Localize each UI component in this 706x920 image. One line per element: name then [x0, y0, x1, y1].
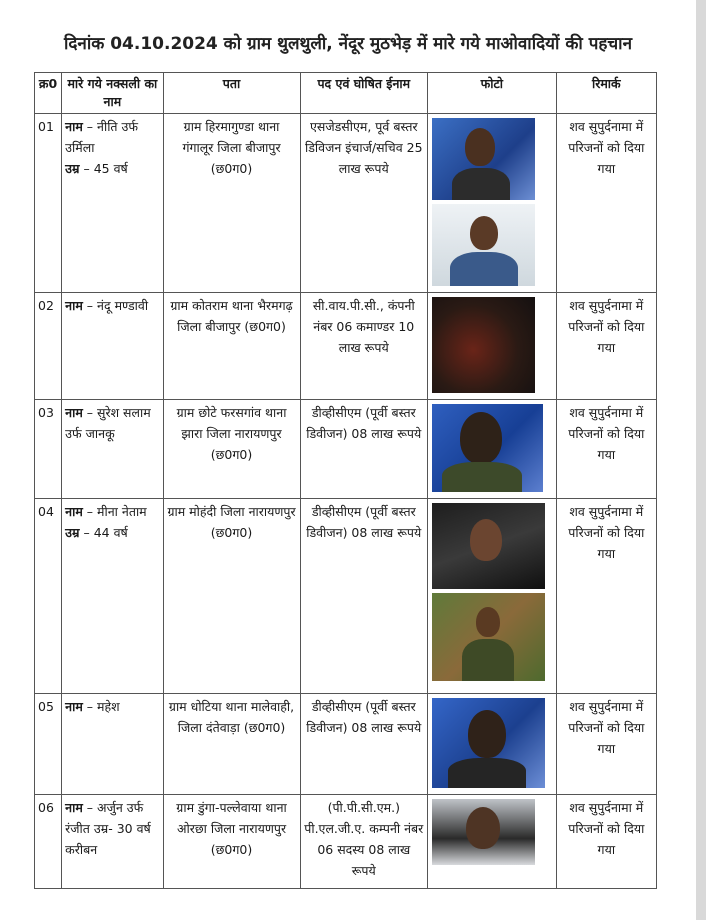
name-label: नाम [65, 699, 83, 714]
name-label: नाम [65, 119, 83, 134]
name-value: – अर्जुन उर्फ रंजीत उम्र- 30 वर्ष करीबन [65, 800, 151, 857]
page-title: दिनांक 04.10.2024 को ग्राम थुलथुली, नेंदूर मुठभेड़ में मारे गये माओवादियों की पहचान [63, 34, 633, 54]
name-value: – महेश [82, 699, 120, 714]
table-row [35, 400, 657, 499]
name-label: नाम [65, 298, 83, 313]
address-cell: ग्राम डुंगा-पल्लेवाया थाना ओरछा जिला नारायणपुर (छ0ग0) [163, 795, 300, 889]
row-number: 01 [35, 114, 62, 293]
rank-reward-cell: (पी.पी.सी.एम.) पी.एल.जी.ए. कम्पनी नंबर 06 सदस्य 08 लाख रूपये [300, 795, 428, 889]
row-number: 06 [35, 795, 62, 889]
age-label: उम्र [65, 161, 80, 176]
name-value: – मीना नेताम [82, 504, 147, 519]
name-label: नाम [65, 504, 83, 519]
photo-image [432, 297, 535, 393]
name-label: नाम [65, 405, 83, 420]
table-row [35, 694, 657, 795]
address-cell: ग्राम कोतराम थाना भैरमगढ़ जिला बीजापुर (छ0ग0) [163, 293, 300, 400]
remark-cell: शव सुपुर्दनामा में परिजनों को दिया गया [556, 114, 656, 293]
address-cell: ग्राम छोटे फरसगांव थाना झारा जिला नारायणपुर (छ0ग0) [163, 400, 300, 499]
identification-table [34, 72, 657, 889]
name-value: – नीति उर्फ उर्मिला [65, 119, 139, 155]
rank-reward-cell: एसजेडसीएम, पूर्व बस्तर डिविजन इंचार्ज/सचिव 25 लाख रूपये [300, 114, 428, 293]
name-cell [62, 694, 163, 795]
name-cell [62, 114, 163, 293]
remark-cell: शव सुपुर्दनामा में परिजनों को दिया गया [556, 795, 656, 889]
rank-reward-cell: डीव्हीसीएम (पूर्वी बस्तर डिवीजन) 08 लाख रूपये [300, 694, 428, 795]
rank-reward-cell: सी.वाय.पी.सी., कंपनी नंबर 06 कमाण्डर 10 लाख रूपये [300, 293, 428, 400]
remark-cell: शव सुपुर्दनामा में परिजनों को दिया गया [556, 400, 656, 499]
header-rank: पद एवं घोषित ईनाम [300, 73, 428, 114]
name-cell [62, 795, 163, 889]
name-value: – सुरेश सलाम उर्फ जानकू [65, 405, 151, 441]
photo-cell [428, 114, 557, 293]
name-label: नाम [65, 800, 83, 815]
table-row [35, 114, 657, 293]
age-value: – 45 वर्ष [79, 161, 128, 176]
photo-cell [428, 400, 557, 499]
table-row [35, 795, 657, 889]
remark-cell: शव सुपुर्दनामा में परिजनों को दिया गया [556, 293, 656, 400]
header-photo: फोटो [428, 73, 557, 114]
rank-reward-cell: डीव्हीसीएम (पूर्वी बस्तर डिवीजन) 08 लाख रूपये [300, 400, 428, 499]
name-cell [62, 293, 163, 400]
name-cell [62, 400, 163, 499]
header-row [35, 73, 657, 114]
photo-image [432, 593, 545, 681]
remark-cell: शव सुपुर्दनामा में परिजनों को दिया गया [556, 499, 656, 694]
name-cell [62, 499, 163, 694]
photo-image [432, 118, 535, 200]
photo-cell [428, 293, 557, 400]
photo-cell [428, 499, 557, 694]
photo-cell [428, 795, 557, 889]
rank-reward-cell: डीव्हीसीएम (पूर्वी बस्तर डिवीजन) 08 लाख रूपये [300, 499, 428, 694]
row-number: 03 [35, 400, 62, 499]
table-row [35, 293, 657, 400]
header-remark: रिमार्क [556, 73, 656, 114]
address-cell: ग्राम हिरमागुण्डा थाना गंगालूर जिला बीजापुर (छ0ग0) [163, 114, 300, 293]
address-cell: ग्राम मोहंदी जिला नारायणपुर (छ0ग0) [163, 499, 300, 694]
name-value: – नंदू मण्डावी [82, 298, 149, 313]
photo-image [432, 698, 545, 788]
table-row [35, 499, 657, 694]
row-number: 02 [35, 293, 62, 400]
address-cell: ग्राम धोटिया थाना मालेवाही, जिला दंतेवाड़ा (छ0ग0) [163, 694, 300, 795]
photo-image [432, 404, 543, 492]
row-number: 05 [35, 694, 62, 795]
photo-image [432, 799, 535, 865]
photo-image [432, 503, 545, 589]
header-num: क्र0 [35, 73, 62, 114]
remark-cell: शव सुपुर्दनामा में परिजनों को दिया गया [556, 694, 656, 795]
photo-cell [428, 694, 557, 795]
page-edge-shadow [696, 0, 706, 920]
age-label: उम्र [65, 525, 80, 540]
header-address: पता [163, 73, 300, 114]
row-number: 04 [35, 499, 62, 694]
photo-image [432, 204, 535, 286]
header-name: मारे गये नक्सली का नाम [62, 73, 163, 114]
age-value: – 44 वर्ष [79, 525, 128, 540]
